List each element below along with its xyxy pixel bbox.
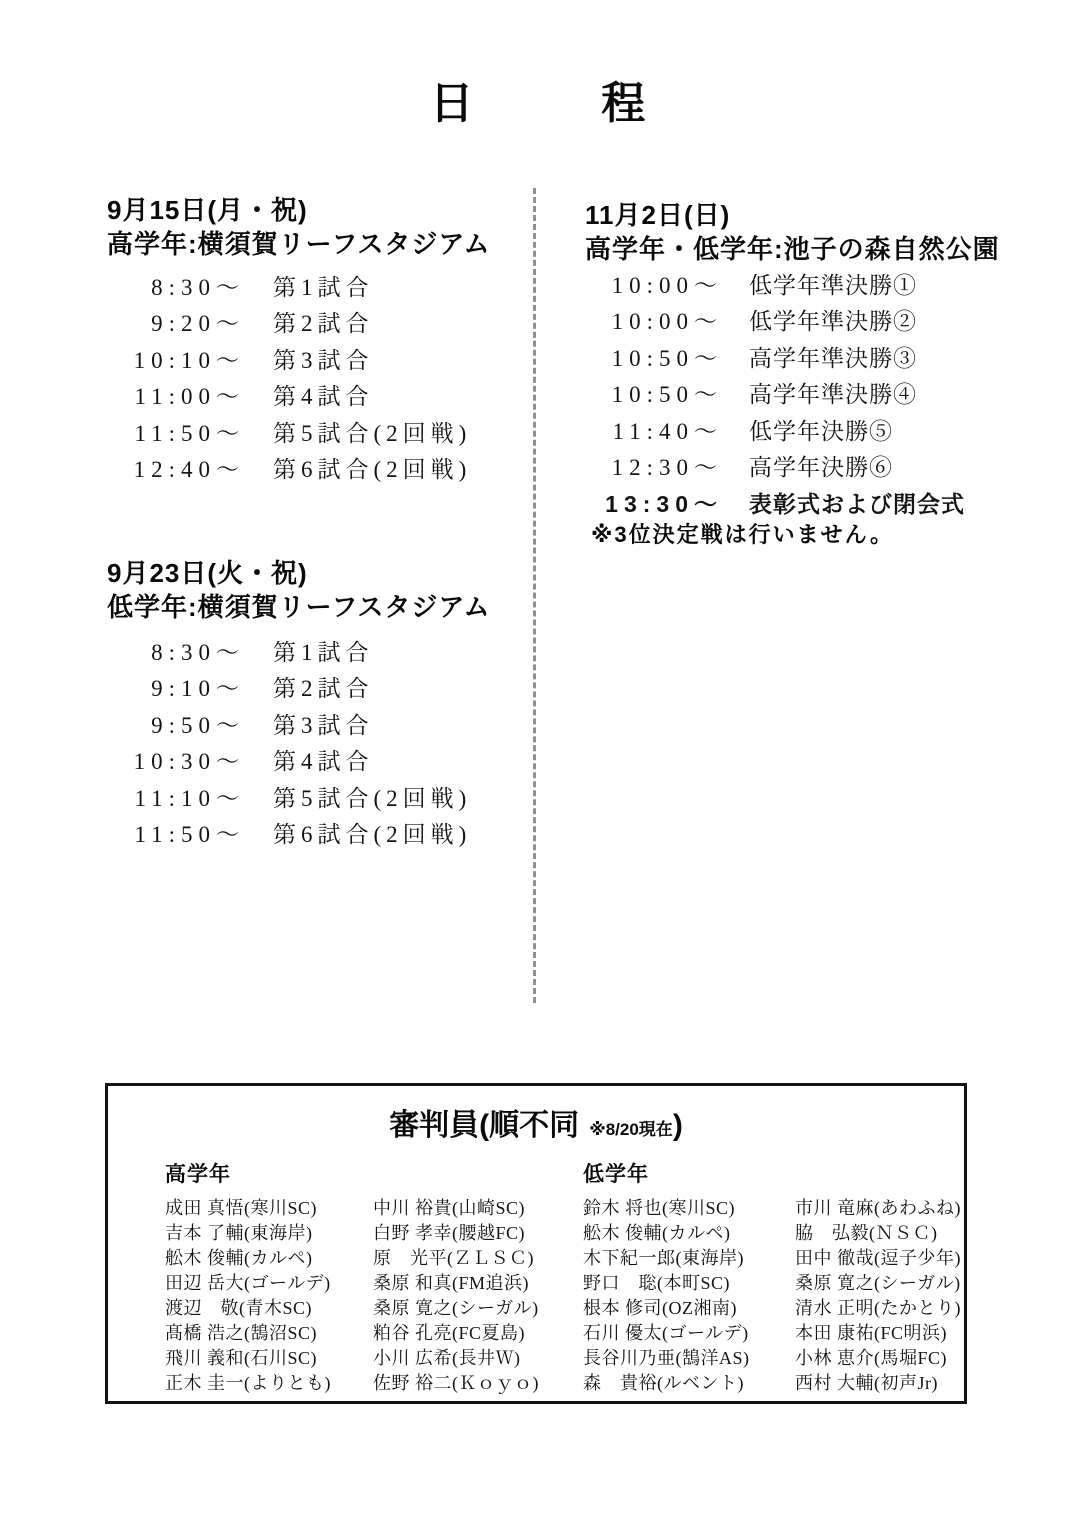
row-label: 高学年準決勝④ [749,382,917,408]
referee-name: 舩木 俊輔(カルペ) [583,1223,731,1243]
referee-name: 桑原 和真(FM追浜) [373,1273,530,1293]
row-time: 11:50～ [134,822,245,848]
row-time: 11:10～ [134,785,245,811]
row-label: 第2試合 [273,676,374,702]
row-time: 11:00～ [134,384,245,410]
schedule-row [107,742,471,779]
referee-name: 佐野 裕二(Ｋｏｙｏ) [373,1373,539,1393]
row-label: 第4試合 [273,749,374,775]
section-venue: 低学年:横須賀リーフスタジアム [107,592,491,622]
referee-title-close-paren: ) [672,1109,683,1142]
referee-name: 市川 竜麻(あわふね) [795,1198,961,1218]
referee-group-lower-label: 低学年 [583,1163,649,1186]
schedule-row [107,340,471,377]
row-label: 第5試合(2回戦) [273,785,472,811]
referee-name: 田辺 岳大(ゴールデ) [165,1273,331,1293]
schedule-row [107,815,471,852]
no-third-place-note: ※3位決定戦は行いません。 [591,522,894,547]
section-nov2-header [585,198,1000,266]
row-label: 第6試合(2回戦) [273,822,472,848]
schedule-rows-sep15 [107,267,471,486]
row-time: 11:50～ [134,420,245,446]
referee-name: 小川 広希(長井Ｗ) [373,1348,521,1368]
referee-name: 長谷川乃亜(鵠洋AS) [583,1348,750,1368]
schedule-row [585,448,965,485]
schedule-row [107,377,471,414]
referee-name: 鈴木 将也(寒川SC) [583,1198,736,1218]
referee-name: 根本 修司(OZ湘南) [583,1298,737,1318]
referee-title-main: 審判員(順不同 [389,1109,580,1142]
row-label: 第1試合 [273,639,374,665]
schedule-row [107,304,471,341]
schedule-row [107,632,471,669]
row-time: 9:20～ [151,311,245,337]
schedule-row [585,338,965,375]
referee-name: 髙橋 浩之(鵠沼SC) [165,1323,318,1343]
referee-name: 野口 聡(本町SC) [583,1273,731,1293]
row-label: 低学年準決勝② [749,309,917,335]
row-label: 表彰式および閉会式 [749,490,965,517]
referee-name: 木下紀一郎(東海岸) [583,1248,744,1268]
row-time: 10:10～ [133,347,245,373]
schedule-row [107,450,471,487]
section-sep23-header [107,556,491,624]
referee-box [105,1083,967,1404]
referee-name: 粕谷 孔亮(FC夏島) [373,1323,526,1343]
referee-column-lower-2 [795,1196,961,1396]
schedule-row [585,265,965,302]
row-time: 8:30～ [151,274,245,300]
row-time: 11:40～ [612,418,723,444]
row-time: 10:50～ [611,382,723,408]
schedule-row [585,484,965,521]
row-label: 第1試合 [273,274,374,300]
row-label: 第3試合 [273,712,374,738]
referee-name: 中川 裕貴(山崎SC) [373,1198,526,1218]
schedule-row [107,669,471,706]
referee-column-lower-1 [583,1196,750,1396]
schedule-row [107,705,471,742]
referee-name: 正木 圭一(よりとも) [165,1373,331,1393]
referee-column-upper-1 [165,1196,331,1396]
referee-name: 飛川 義和(石川SC) [165,1348,318,1368]
referee-title-asof: ※8/20現在 [589,1120,673,1139]
schedule-row [107,267,471,304]
referee-name: 原 光平(ＺＬＳＣ) [373,1248,534,1268]
referee-name: 森 貴裕(ルベント) [583,1373,744,1393]
row-time: 9:10～ [151,676,245,702]
row-label: 低学年準決勝① [749,272,917,298]
referee-name: 桑原 寛之(シーガル) [373,1298,539,1318]
schedule-row [107,413,471,450]
row-label: 第4試合 [273,384,374,410]
row-time: 10:30～ [133,749,245,775]
section-venue: 高学年:横須賀リーフスタジアム [107,229,491,259]
referee-name: 西村 大輔(初声Jr) [795,1373,938,1393]
section-date: 9月23日(火・祝) [107,558,308,588]
row-label: 第3試合 [273,347,374,373]
section-date: 9月15日(月・祝) [107,195,308,225]
row-label: 高学年準決勝③ [749,345,917,371]
row-time: 10:50～ [611,345,723,371]
row-label: 高学年決勝⑥ [749,455,893,481]
row-time: 12:40～ [133,457,245,483]
row-time: 9:50～ [151,712,245,738]
referee-name: 田中 徹哉(逗子少年) [795,1248,961,1268]
section-nov2 [585,198,1000,547]
row-time: 12:30～ [611,455,723,481]
row-time: 13:30～ [605,490,723,517]
referee-name: 小林 恵介(馬堀FC) [795,1348,948,1368]
row-time: 8:30～ [151,639,245,665]
referee-group-upper-label: 高学年 [165,1163,231,1186]
row-label: 低学年決勝⑤ [749,418,893,444]
referee-name: 脇 弘毅(ＮＳＣ) [795,1223,938,1243]
referee-name: 清水 正明(たかとり) [795,1298,961,1318]
schedule-row [107,778,471,815]
referee-name: 舩木 俊輔(カルペ) [165,1248,313,1268]
referee-name: 吉本 了輔(東海岸) [165,1223,313,1243]
row-label: 第6試合(2回戦) [273,457,472,483]
section-venue: 高学年・低学年:池子の森自然公園 [585,234,1000,264]
row-label: 第2試合 [273,311,374,337]
referee-name: 本田 康祐(FC明浜) [795,1323,948,1343]
referee-box-title [108,1108,964,1148]
section-sep23 [107,556,491,848]
section-sep15-header [107,193,491,261]
page-title: 日程 [429,79,773,128]
referee-column-upper-2 [373,1196,539,1396]
schedule-rows-sep23 [107,632,471,851]
row-time: 10:00～ [611,272,723,298]
referee-name: 石川 優太(ゴールデ) [583,1323,749,1343]
referee-name: 渡辺 敬(青木SC) [165,1298,313,1318]
section-sep15 [107,193,491,483]
schedule-row [585,411,965,448]
schedule-row [585,375,965,412]
referee-name: 白野 孝幸(腰越FC) [373,1223,526,1243]
schedule-row [585,302,965,339]
schedule-rows-nov2 [585,265,965,521]
referee-name: 成田 真悟(寒川SC) [165,1198,318,1218]
referee-name: 桑原 寛之(シーガル) [795,1273,961,1293]
row-label: 第5試合(2回戦) [273,420,472,446]
section-date: 11月2日(日) [585,200,731,230]
row-time: 10:00～ [611,309,723,335]
column-divider [533,188,536,1003]
